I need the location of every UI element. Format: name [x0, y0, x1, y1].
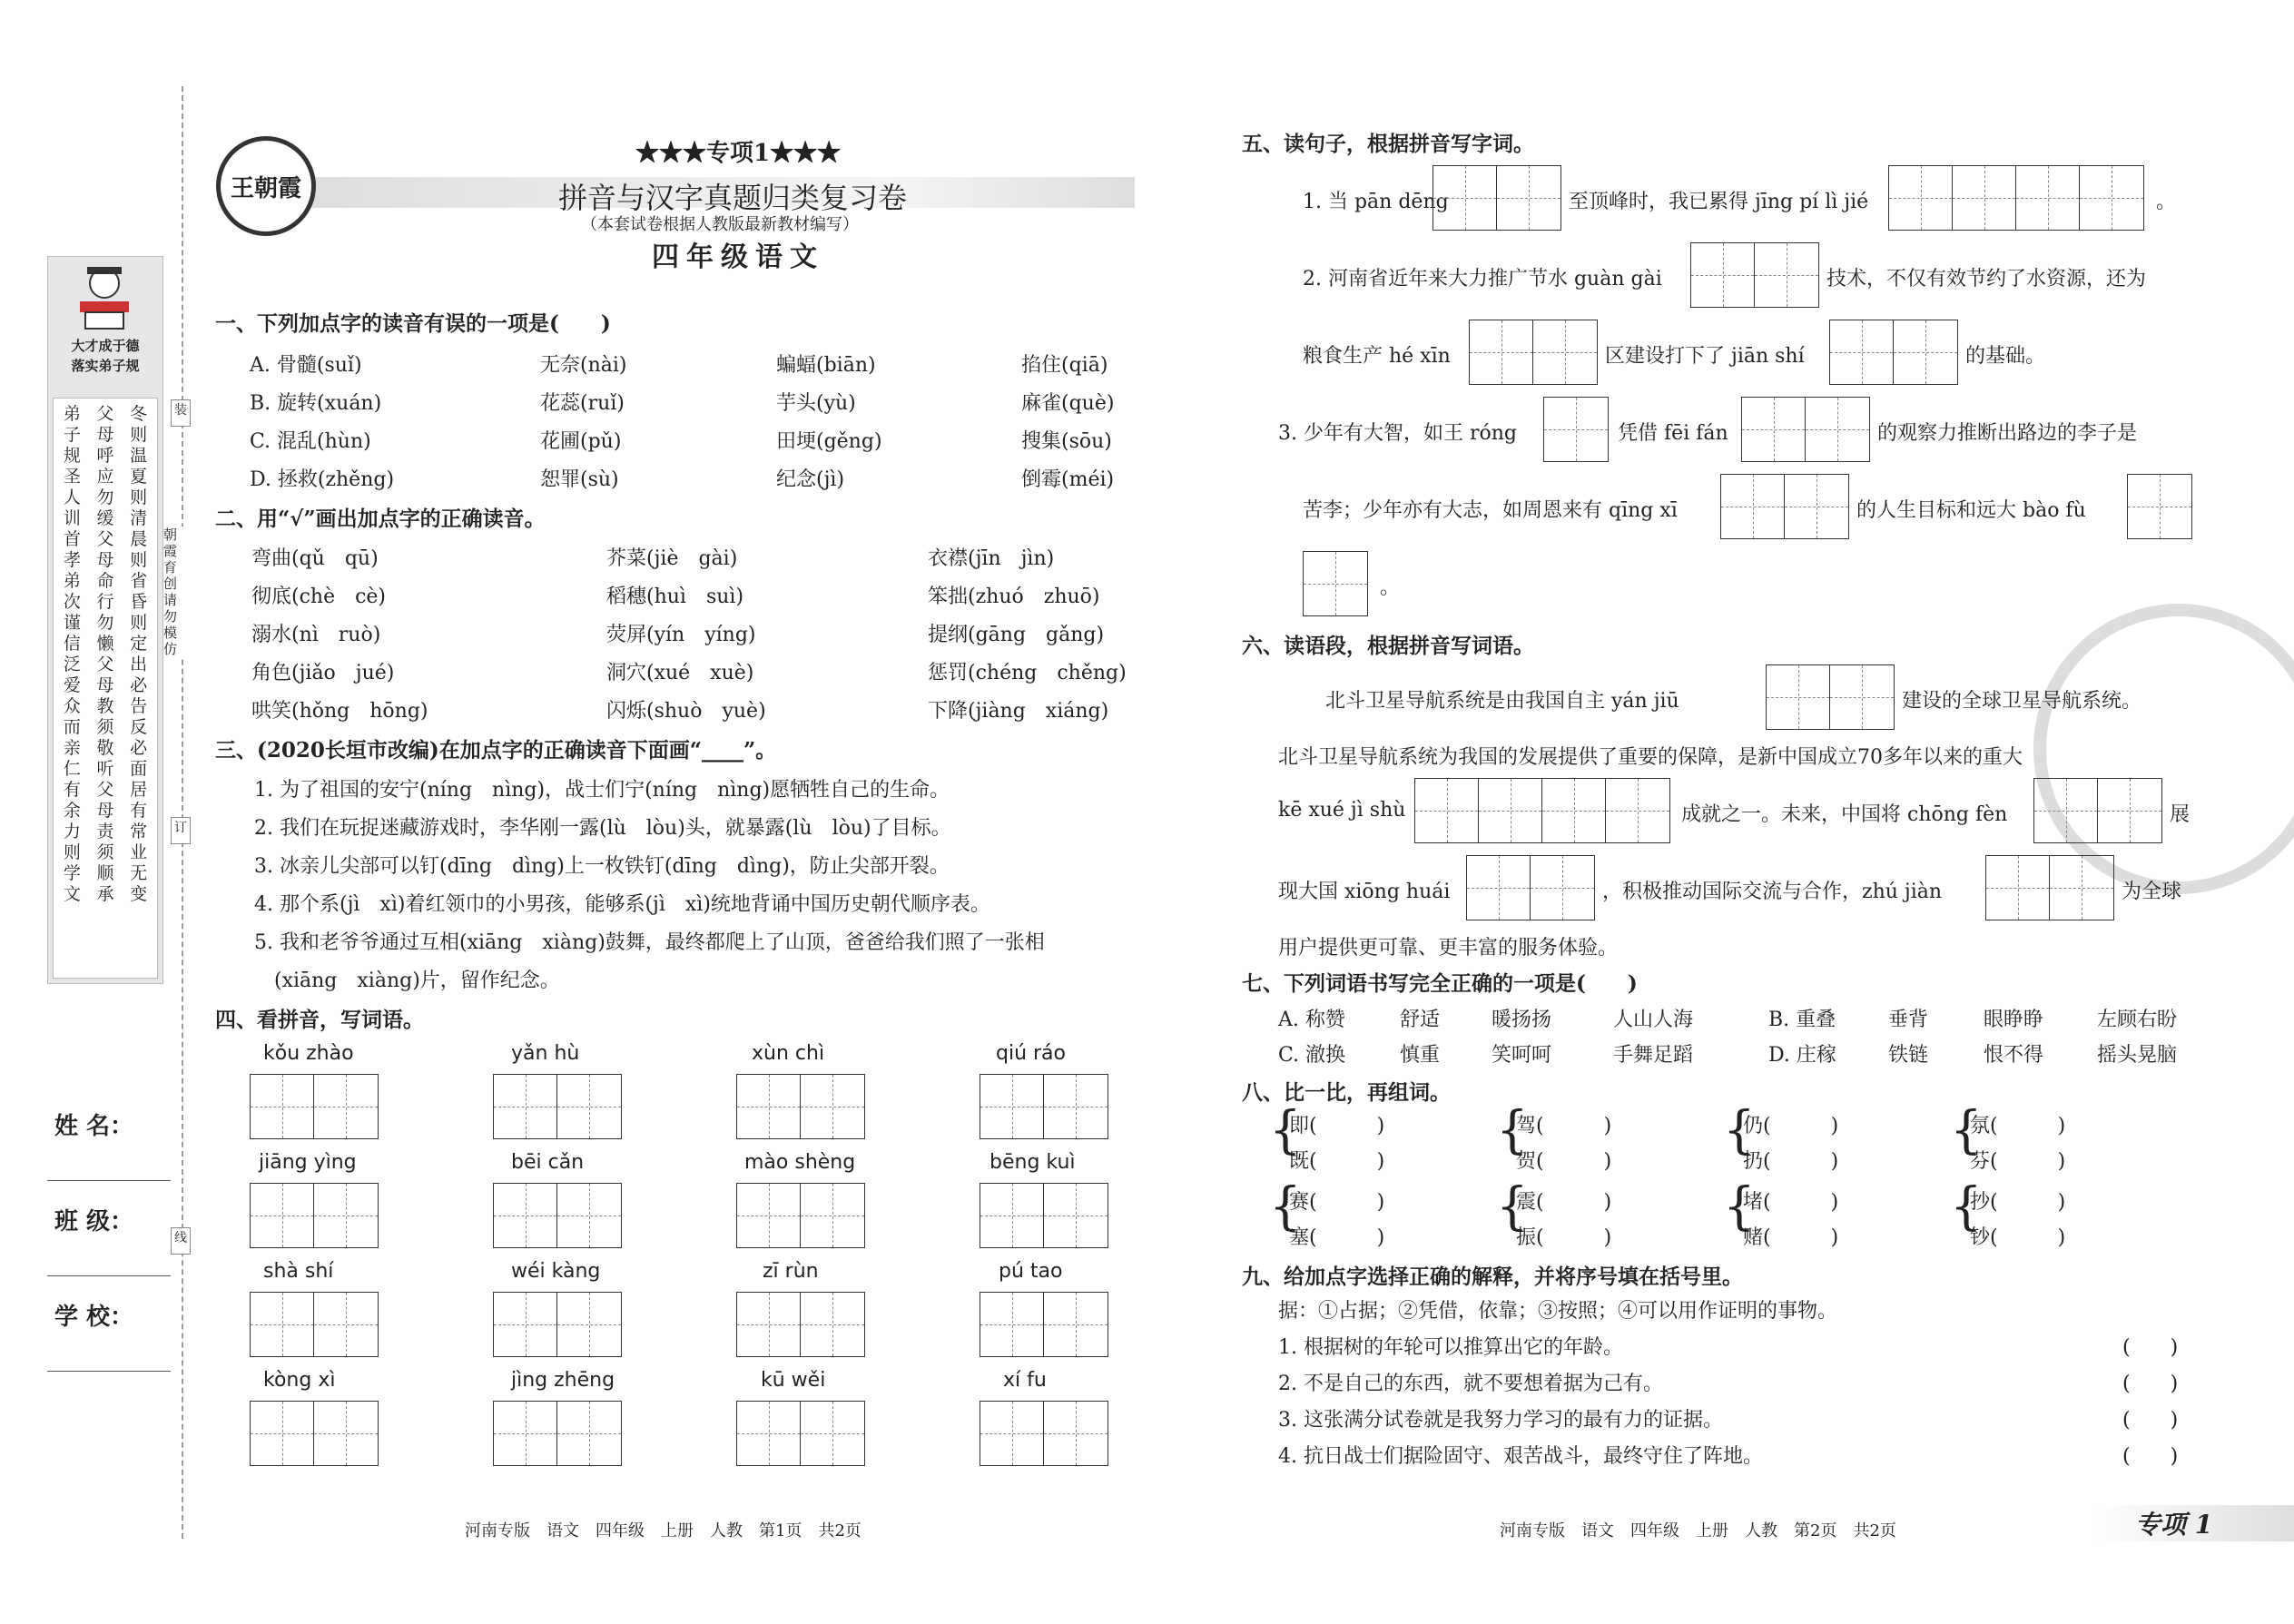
q7-cell: 暖扬扬 — [1492, 1009, 1552, 1031]
q4-writing-box[interactable] — [250, 1292, 379, 1357]
q4-writing-box[interactable] — [250, 1074, 379, 1139]
q8-brace: { — [1950, 1177, 1983, 1236]
slogan-line-1: 大才成于德 — [71, 338, 140, 354]
q2-cell[interactable]: 哄笑(hǒng hōng) — [251, 700, 428, 723]
q5-box-baofu-1[interactable] — [2127, 474, 2192, 539]
q4-pinyin: zī rùn — [763, 1260, 819, 1283]
q4-pinyin: qiú ráo — [996, 1042, 1066, 1065]
motto-column: 弟子规圣人训首孝弟次谨信泛爱众而亲仁有余力则学文 — [63, 404, 81, 904]
q2-cell[interactable]: 荧屏(yín yíng) — [606, 624, 756, 646]
q2-cell[interactable]: 笨拙(zhuó zhuō) — [928, 586, 1100, 608]
q6-text: 成就之一。未来，中国将 chōng fèn — [1681, 803, 2008, 826]
q8-item[interactable]: 抄( ) — [1970, 1191, 2066, 1214]
q6-box-kexuejishu[interactable] — [1414, 778, 1670, 843]
q4-writing-box[interactable] — [493, 1401, 622, 1466]
q8-item[interactable]: 钞( ) — [1970, 1226, 2066, 1249]
grade-label: 四年级语文 — [652, 241, 824, 273]
q3-item[interactable]: 2. 我们在玩捉迷藏游戏时，李华刚一露(lù lòu)头，就暴露(lù lòu)了目标。 — [254, 817, 951, 840]
q8-item[interactable]: 赌( ) — [1743, 1226, 1839, 1249]
q6-text: ，积极推动国际交流与合作，zhú jiàn — [1602, 881, 1943, 903]
motto-column: 父母呼应勿缓父母命行勿懒父母教须敬听父母责须顺承 — [96, 404, 114, 904]
class-field[interactable] — [47, 1275, 171, 1276]
q1-cell: 芋头(yù) — [776, 392, 856, 415]
q6-text: 用户提供更可靠、更丰富的服务体验。 — [1278, 937, 1619, 960]
q4-pinyin: jiāng yìng — [259, 1151, 357, 1174]
q4-pinyin: shà shí — [263, 1260, 334, 1283]
q8-brace: { — [1723, 1177, 1756, 1236]
name-field[interactable] — [47, 1180, 171, 1181]
school-field[interactable] — [47, 1371, 171, 1372]
q2-title: 二、用“√”画出加点字的正确读音。 — [215, 507, 546, 531]
publisher-logo: 王朝霞 — [216, 136, 316, 236]
binding-tag-xian: 线 — [171, 1227, 191, 1255]
q2-cell[interactable]: 洞穴(xué xuè) — [606, 662, 754, 684]
q8-item[interactable]: 即( ) — [1289, 1115, 1385, 1137]
q9-answer-blank[interactable]: ( ) — [2122, 1336, 2179, 1359]
q1-cell: 花蕊(ruǐ) — [540, 392, 625, 415]
q7-cell: A. 称赞 — [1278, 1009, 1345, 1031]
q5-box-baofu-2[interactable] — [1303, 551, 1368, 616]
q8-item[interactable]: 驾( ) — [1516, 1115, 1612, 1137]
q8-item[interactable]: 塞( ) — [1289, 1226, 1385, 1249]
q5-text: 凭借 fēi fán — [1618, 422, 1728, 445]
q4-writing-box[interactable] — [980, 1292, 1108, 1357]
q7-cell: 摇头晃脑 — [2097, 1044, 2178, 1067]
q4-writing-box[interactable] — [980, 1074, 1108, 1139]
q7-cell: 笑呵呵 — [1492, 1044, 1552, 1067]
q3-item[interactable]: 4. 那个系(jì xì)着红领巾的小男孩，能够系(jì xì)统地背诵中国历史朝代顺序表。 — [254, 893, 990, 916]
q5-box-hexin[interactable] — [1469, 320, 1598, 385]
q2-cell[interactable]: 闪烁(shuò yuè) — [606, 700, 766, 723]
q4-pinyin: xùn chì — [752, 1042, 825, 1065]
q5-text: 的人生目标和远大 bào fù — [1856, 499, 2086, 522]
q4-pinyin: kǒu zhào — [263, 1042, 354, 1065]
q2-cell[interactable]: 弯曲(qǔ qū) — [251, 547, 379, 570]
q4-writing-box[interactable] — [980, 1183, 1108, 1248]
q4-writing-box[interactable] — [250, 1183, 379, 1248]
q7-cell: 眼睁睁 — [1984, 1009, 2044, 1031]
q3-item[interactable]: 5. 我和老爷爷通过互相(xiāng xiàng)鼓舞，最终都爬上了山顶，爸爸给我们照了一张相 — [254, 931, 1045, 954]
q4-writing-box[interactable] — [980, 1401, 1108, 1466]
q6-title: 六、读语段，根据拼音写词语。 — [1242, 634, 1534, 658]
q4-writing-box[interactable] — [736, 1183, 865, 1248]
q5-text: 的基础。 — [1965, 345, 2046, 368]
q1-cell: 麻雀(què) — [1021, 392, 1115, 415]
q6-text: 北斗卫星导航系统是由我国自主 yán jiū — [1325, 690, 1679, 713]
mascot-slogan — [53, 336, 158, 376]
q4-writing-box[interactable] — [493, 1074, 622, 1139]
q5-box-rong[interactable] — [1543, 397, 1609, 462]
q5-text: 至顶峰时，我已累得 jīng pí lì jié — [1569, 191, 1869, 213]
q5-box-jingpilijie[interactable] — [1888, 165, 2144, 231]
q1-title: 一、下列加点字的读音有误的一项是( ) — [215, 311, 611, 336]
footer-right: 河南专版 语文 四年级 上册 人教 第2页 共2页 — [1500, 1521, 1896, 1540]
q6-text: kē xué jì shù — [1278, 799, 1406, 822]
q2-cell[interactable]: 角色(jiǎo jué) — [251, 662, 395, 684]
q5-text: 1. 当 pān dēng — [1303, 191, 1449, 213]
q8-brace: { — [1950, 1101, 1983, 1160]
q5-title: 五、读句子，根据拼音写字词。 — [1242, 132, 1534, 156]
q7-cell: 恨不得 — [1984, 1044, 2044, 1067]
q5-box-guangai[interactable] — [1690, 242, 1819, 308]
q4-writing-box[interactable] — [736, 1401, 865, 1466]
q8-item[interactable]: 扔( ) — [1743, 1150, 1839, 1173]
q9-answer-blank[interactable]: ( ) — [2122, 1373, 2179, 1395]
q7-cell: 左顾右盼 — [2097, 1009, 2178, 1031]
q7-cell: 铁链 — [1888, 1044, 1929, 1067]
q5-text: 3. 少年有大智，如王 róng — [1278, 422, 1517, 445]
q3-item[interactable]: 3. 冰亲儿尖部可以钉(dīng dìng)上一枚铁钉(dīng dìng)，防止尖部开裂。 — [254, 855, 950, 878]
q8-item[interactable]: 堵( ) — [1743, 1191, 1839, 1214]
q7-cell: D. 庄稼 — [1768, 1044, 1836, 1067]
q7-cell: 慎重 — [1400, 1044, 1441, 1067]
q7-cell: 手舞足蹈 — [1613, 1044, 1694, 1067]
q9-item: 1. 根据树的年轮可以推算出它的年龄。 — [1278, 1336, 1623, 1359]
school-label: 学 校： — [54, 1304, 134, 1331]
q4-pinyin: xí fu — [1003, 1369, 1047, 1392]
q8-item[interactable]: 仍( ) — [1743, 1115, 1839, 1137]
q4-pinyin: bēi cǎn — [511, 1151, 585, 1174]
q8-brace: { — [1496, 1101, 1529, 1160]
q5-text: 的观察力推断出路边的李子是 — [1877, 422, 2138, 445]
q1-cell: C. 混乱(hùn) — [250, 430, 371, 453]
q5-box-jianshi[interactable] — [1829, 320, 1958, 385]
q4-pinyin: yǎn hù — [511, 1042, 580, 1065]
q9-item: 2. 不是自己的东西，就不要想着据为己有。 — [1278, 1373, 1663, 1395]
q6-text: 为全球 — [2122, 881, 2182, 903]
slogan-line-2: 落实弟子规 — [71, 358, 140, 374]
q5-box-pandeng[interactable] — [1433, 165, 1561, 231]
q1-cell: 掐住(qiā) — [1021, 354, 1108, 377]
q4-pinyin: pú tao — [999, 1260, 1063, 1283]
q1-cell: 搜集(sōu) — [1021, 430, 1112, 453]
q1-cell: 无奈(nài) — [540, 354, 627, 377]
q6-box-yanjiu[interactable] — [1766, 664, 1895, 730]
binding-dashed-line — [182, 86, 183, 1539]
q8-item[interactable]: 振( ) — [1516, 1226, 1612, 1249]
q2-cell[interactable]: 溺水(nì ruò) — [251, 624, 381, 646]
q2-cell[interactable]: 惩罚(chéng chěng) — [928, 662, 1127, 684]
q8-brace: { — [1269, 1177, 1302, 1236]
q6-text: 展 — [2170, 803, 2191, 826]
q8-item[interactable]: 贺( ) — [1516, 1150, 1612, 1173]
q5-box-qingxi[interactable] — [1720, 474, 1849, 539]
q5-box-feifan[interactable] — [1741, 397, 1870, 462]
q5-text: 。 — [1380, 576, 1401, 599]
q5-text: 。 — [2156, 191, 2177, 213]
q4-title: 四、看拼音，写词语。 — [215, 1008, 424, 1032]
q7-cell: 垂背 — [1888, 1009, 1929, 1031]
q8-item[interactable]: 既( ) — [1289, 1150, 1385, 1173]
q2-cell[interactable]: 稻穗(huì suì) — [606, 586, 744, 608]
q7-cell: C. 澈换 — [1278, 1044, 1346, 1067]
name-label: 姓 名： — [54, 1113, 134, 1140]
q6-text: 北斗卫星导航系统为我国的发展提供了重要的保障，是新中国成立70多年以来的重大 — [1278, 746, 2023, 769]
q4-writing-box[interactable] — [493, 1292, 622, 1357]
q4-writing-box[interactable] — [493, 1183, 622, 1248]
q9-definitions: 据：①占据；②凭借，依靠；③按照；④可以用作证明的事物。 — [1278, 1300, 1838, 1323]
q9-item: 3. 这张满分试卷就是我努力学习的最有力的证据。 — [1278, 1409, 1723, 1432]
q4-pinyin: kū wěi — [761, 1369, 826, 1392]
q3-item[interactable]: (xiāng xiàng)片，留作纪念。 — [274, 969, 560, 992]
q8-brace: { — [1723, 1101, 1756, 1160]
q9-title: 九、给加点字选择正确的解释，并将序号填在括号里。 — [1242, 1265, 1743, 1289]
q5-text: 技术，不仅有效节约了水资源，还为 — [1826, 268, 2147, 290]
project-badge: ★★★专项1★★★ — [635, 140, 842, 167]
watermark-seal — [2033, 604, 2294, 894]
q4-pinyin: jìng zhēng — [511, 1369, 615, 1392]
q4-pinyin: kòng xì — [263, 1369, 336, 1392]
q4-pinyin: bēng kuì — [989, 1151, 1076, 1174]
q1-cell: B. 旋转(xuán) — [250, 392, 382, 415]
q1-cell: 田埂(gěng) — [776, 430, 882, 453]
q5-text: 2. 河南省近年来大力推广节水 guàn gài — [1303, 268, 1662, 290]
q2-cell[interactable]: 彻底(chè cè) — [251, 586, 387, 608]
q2-cell[interactable]: 衣襟(jīn jìn) — [928, 547, 1055, 570]
page-title: 拼音与汉字真题归类复习卷 — [558, 181, 908, 215]
q9-item: 4. 抗日战士们据险固守、艰苦战斗，最终守住了阵地。 — [1278, 1445, 1763, 1468]
q7-cell: B. 重叠 — [1768, 1009, 1836, 1031]
copyright-vertical: 朝霞育创 请勿模仿 — [163, 527, 183, 657]
q4-writing-box[interactable] — [736, 1292, 865, 1357]
corner-label: 专项 1 — [2135, 1510, 2213, 1540]
q8-item[interactable]: 氛( ) — [1970, 1115, 2066, 1137]
q4-pinyin: mào shèng — [744, 1151, 856, 1174]
mascot-icon — [73, 263, 136, 331]
q8-brace: { — [1269, 1101, 1302, 1160]
q3-item[interactable]: 1. 为了祖国的安宁(níng nìng)，战士们宁(níng nìng)愿牺牲自己的生命。 — [254, 779, 950, 802]
q8-item[interactable]: 震( ) — [1516, 1191, 1612, 1214]
q2-cell[interactable]: 提纲(gāng gǎng) — [928, 624, 1105, 646]
q6-box-zhujian[interactable] — [1985, 855, 2114, 920]
q6-text: 建设的全球卫星导航系统。 — [1902, 690, 2142, 713]
q8-item[interactable]: 赛( ) — [1289, 1191, 1385, 1214]
q5-text: 苦李；少年亦有大志，如周恩来有 qīng xī — [1303, 499, 1678, 522]
q8-item[interactable]: 芬( ) — [1970, 1150, 2066, 1173]
q2-cell[interactable]: 芥菜(jiè gài) — [606, 547, 738, 570]
q8-brace: { — [1496, 1177, 1529, 1236]
q6-text: 现大国 xiōng huái — [1278, 881, 1451, 903]
q4-pinyin: wéi kàng — [511, 1260, 601, 1283]
class-label: 班 级： — [54, 1208, 134, 1235]
binding-tag-zhuang: 装 — [171, 399, 191, 427]
q9-answer-blank[interactable]: ( ) — [2122, 1409, 2179, 1432]
q1-cell: 倒霉(méi) — [1021, 468, 1115, 491]
binding-tag-ding: 订 — [171, 817, 191, 844]
q5-text: 区建设打下了 jiān shí — [1605, 345, 1805, 368]
motto-column: 冬则温夏则清晨则省昏则定出必告反必面居有常业无变 — [130, 404, 148, 904]
q6-box-xionghuai[interactable] — [1466, 855, 1595, 920]
q8-title: 八、比一比，再组词。 — [1242, 1080, 1451, 1105]
page-subtitle: （本套试卷根据人教版最新教材编写） — [581, 215, 859, 234]
q3-title: 三、(2020长垣市改编)在加点字的正确读音下面画“____”。 — [215, 738, 777, 763]
q5-text: 粮食生产 hé xīn — [1303, 345, 1451, 368]
q1-cell: 蝙蝠(biān) — [776, 354, 876, 377]
footer-left: 河南专版 语文 四年级 上册 人教 第1页 共2页 — [465, 1521, 861, 1540]
motto-box — [53, 398, 158, 979]
q1-cell: 纪念(jì) — [776, 468, 845, 491]
q9-answer-blank[interactable]: ( ) — [2122, 1445, 2179, 1468]
q1-cell: D. 拯救(zhěng) — [250, 468, 395, 491]
q7-cell: 舒适 — [1400, 1009, 1441, 1031]
q4-writing-box[interactable] — [250, 1401, 379, 1466]
q2-cell[interactable]: 下降(jiàng xiáng) — [928, 700, 1109, 723]
q7-title: 七、下列词语书写完全正确的一项是( ) — [1242, 971, 1638, 996]
q7-cell: 人山人海 — [1613, 1009, 1694, 1031]
q1-cell: A. 骨髓(suǐ) — [250, 354, 362, 377]
q4-writing-box[interactable] — [736, 1074, 865, 1139]
q6-box-chongfen[interactable] — [2033, 778, 2162, 843]
q1-cell: 恕罪(sù) — [540, 468, 619, 491]
q1-cell: 花圃(pǔ) — [540, 430, 622, 453]
